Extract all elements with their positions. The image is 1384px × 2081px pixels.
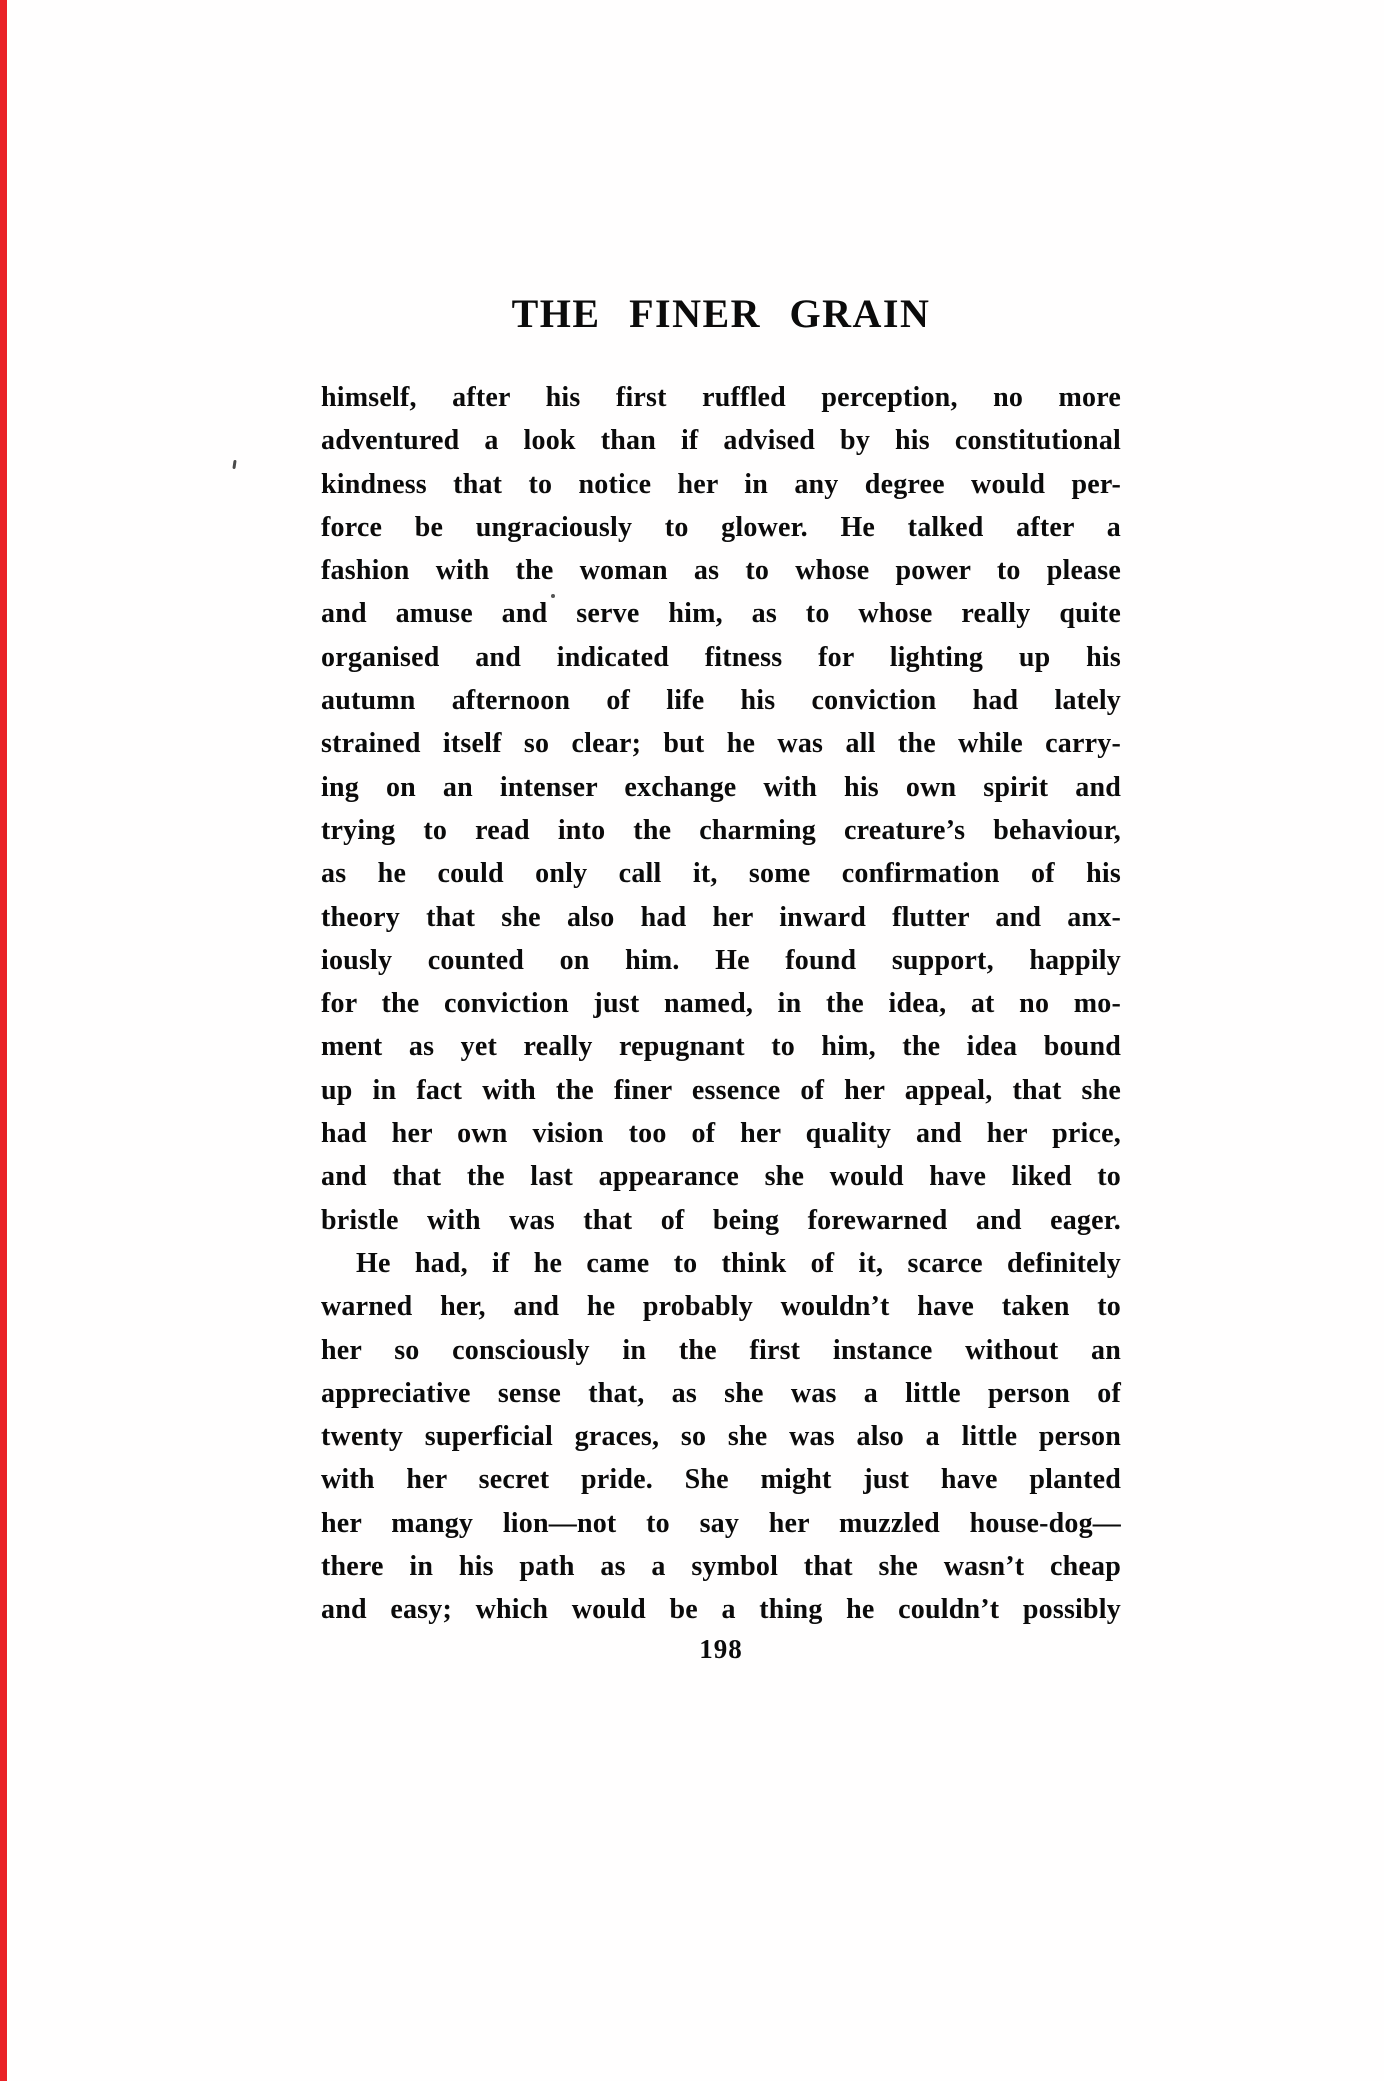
text-line: had her own vision too of her quality and her price, [321, 1118, 1121, 1150]
text-line: force be ungraciously to glower. He talked after a [321, 511, 1121, 543]
text-line: strained itself so clear; but he was all the while carry- [321, 728, 1121, 760]
text-line: autumn afternoon of life his conviction had lately [321, 685, 1121, 717]
text-line: ing on an intenser exchange with his own spirit and [321, 771, 1121, 803]
text-line: up in fact with the finer essence of her appeal, that she [321, 1074, 1121, 1106]
text-line: and easy; which would be a thing he couldn’t possibly [321, 1594, 1121, 1626]
text-line: and that the last appearance she would have liked to [321, 1161, 1121, 1193]
text-line: theory that she also had her inward flutter and anx- [321, 901, 1121, 933]
body-text-block [321, 376, 1121, 1632]
page-number: 198 [699, 1634, 743, 1664]
text-line: fashion with the woman as to whose power to please [321, 555, 1121, 587]
text-line: with her secret pride. She might just have planted [321, 1464, 1121, 1496]
text-line: for the conviction just named, in the idea, at no mo- [321, 988, 1121, 1020]
text-line: appreciative sense that, as she was a little person of [321, 1377, 1121, 1409]
text-line: organised and indicated fitness for lighting up his [321, 641, 1121, 673]
text-line: himself, after his first ruffled perception, no more [321, 382, 1121, 413]
ink-speck [232, 460, 236, 469]
ink-speck [551, 594, 555, 598]
text-line: bristle with was that of being forewarned and eager. [321, 1204, 1121, 1236]
text-line: there in his path as a symbol that she wasn’t cheap [321, 1551, 1121, 1583]
text-line: warned her, and he probably wouldn’t have taken to [321, 1291, 1121, 1323]
text-line: and amuse and serve him, as to whose really quite [321, 598, 1121, 630]
text-line: ment as yet really repugnant to him, the idea bound [321, 1031, 1121, 1063]
text-line: her so consciously in the first instance without an [321, 1334, 1121, 1366]
text-line: iously counted on him. He found support, happily [321, 944, 1121, 976]
text-line: her mangy lion—not to say her muzzled house-dog— [321, 1507, 1121, 1539]
text-line: trying to read into the charming creature’s behaviour, [321, 814, 1121, 846]
text-line: He had, if he came to think of it, scarce definitely [356, 1247, 1121, 1279]
text-line: as he could only call it, some confirmation of his [321, 858, 1121, 890]
scan-edge-stripe [0, 0, 7, 2081]
page-title: THE FINER GRAIN [511, 291, 931, 336]
text-line: kindness that to notice her in any degree would per- [321, 468, 1121, 500]
text-line: adventured a look than if advised by his constitutional [321, 425, 1121, 457]
text-line: twenty superficial graces, so she was also a little person [321, 1421, 1121, 1453]
